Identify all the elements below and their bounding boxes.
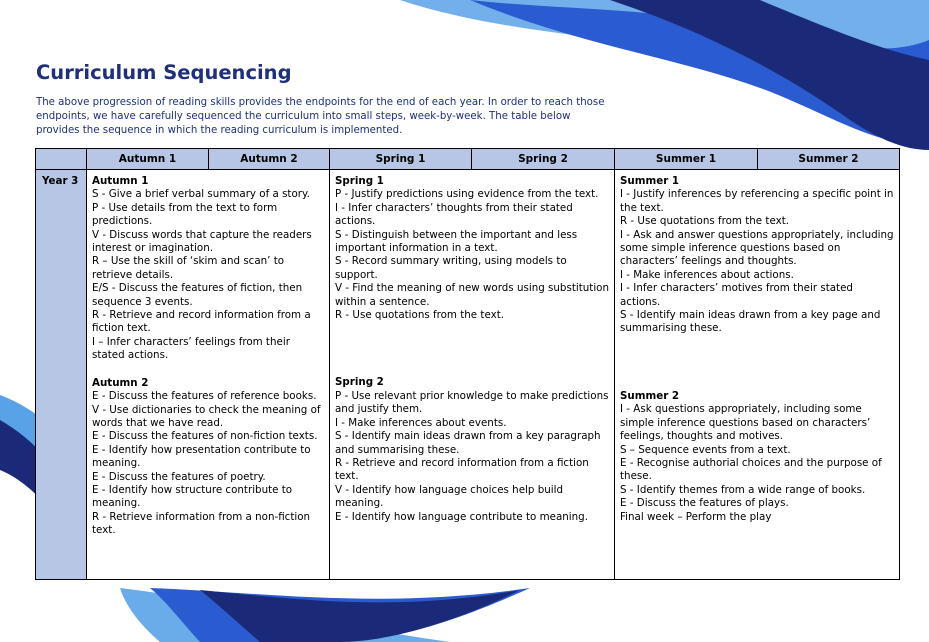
- header-cell-blank: [36, 149, 87, 170]
- objective-line: P - Use relevant prior knowledge to make predictions and justify them.: [335, 389, 609, 416]
- autumn-block-2: [92, 377, 325, 538]
- objective-line: E - Identify how structure contribute to meaning.: [92, 483, 293, 510]
- objective-line: S - Give a brief verbal summary of a story.: [92, 188, 310, 201]
- page-title: Curriculum Sequencing: [36, 61, 292, 84]
- objective-line: S - Identify main ideas drawn from a key paragraph and summarising these.: [335, 430, 601, 456]
- objective-line: E - Discuss the features of poetry.: [92, 470, 266, 483]
- objective-line: I – Infer characters’ feelings from their stated actions.: [92, 335, 290, 362]
- term-title: Summer 2: [620, 389, 680, 402]
- objective-line: V - Discuss words that capture the readers interest or imagination.: [92, 228, 312, 255]
- objective-line: I - Make inferences about actions.: [620, 268, 794, 281]
- objective-line: R - Retrieve and record information from a fiction text.: [92, 309, 311, 335]
- curriculum-table: [35, 148, 900, 580]
- objective-line: E - Discuss the features of reference books.: [92, 390, 317, 403]
- spring-block-1: [335, 175, 610, 322]
- term-title: Autumn 2: [92, 376, 149, 389]
- objective-line: E - Discuss the features of plays.: [620, 497, 789, 510]
- objective-line: V - Identify how language choices help build meaning.: [335, 483, 564, 510]
- header-autumn-1: Autumn 1: [87, 149, 209, 170]
- objective-line: R - Use quotations from the text.: [620, 215, 789, 228]
- spring-block-2: [335, 376, 610, 523]
- summer-cell: [615, 170, 900, 580]
- term-title: Spring 1: [335, 175, 384, 187]
- objective-line: S - Identify themes from a wide range of books.: [620, 483, 866, 496]
- summer-block-2: [620, 390, 895, 524]
- autumn-block-1: [92, 175, 325, 363]
- objective-line: I - Make inferences about events.: [335, 416, 507, 429]
- objective-line: S - Record summary writing, using models to support.: [335, 255, 567, 281]
- intro-paragraph: The above progression of reading skills provides the endpoints for the end of each year. In order to reach those endpoints, we have carefully sequenced the curriculum into small steps, week-by-week. The table below provides the sequence in which the reading curriculum is implemented.: [36, 97, 605, 136]
- term-title: Autumn 1: [92, 175, 149, 187]
- spring-cell: [330, 170, 615, 580]
- objective-line: S - Identify main ideas drawn from a key page and summarising these.: [620, 309, 881, 335]
- objective-line: I - Ask and answer questions appropriately, including some simple inference questions based on characters’ feelings and thoughts.: [620, 228, 894, 268]
- objective-line: E - Discuss the features of non-fiction texts.: [92, 430, 318, 443]
- objective-line: V - Find the meaning of new words using substitution within a sentence.: [335, 282, 610, 308]
- objective-line: P - Justify predictions using evidence from the text.: [335, 188, 599, 201]
- year-label: Year 3: [36, 170, 87, 580]
- header-spring-2: Spring 2: [472, 149, 615, 170]
- term-title: Summer 1: [620, 175, 680, 187]
- table-header-row: [36, 149, 900, 170]
- objective-line: S - Distinguish between the important and less important information in a text.: [335, 228, 578, 255]
- header-summer-1: Summer 1: [615, 149, 758, 170]
- header-spring-1: Spring 1: [330, 149, 472, 170]
- autumn-cell: [87, 170, 330, 580]
- objective-line: I - Infer characters’ motives from their stated actions.: [620, 282, 853, 308]
- header-summer-2: Summer 2: [758, 149, 900, 170]
- objective-line: V - Use dictionaries to check the meaning of words that we have read.: [92, 403, 321, 429]
- objective-line: I - Justify inferences by referencing a specific point in the text.: [620, 188, 894, 214]
- objective-line: I - Ask questions appropriately, including some simple inference questions based on characters’ feelings, thoughts and motives.: [620, 403, 871, 443]
- objective-line: I - Infer characters’ thoughts from their stated actions.: [335, 201, 573, 228]
- objective-line: Final week – Perform the play: [620, 510, 772, 523]
- objective-line: E/S - Discuss the features of fiction, then sequence 3 events.: [92, 282, 303, 308]
- objective-line: R - Retrieve and record information from a fiction text.: [335, 456, 589, 483]
- objective-line: P - Use details from the text to form predictions.: [92, 201, 278, 228]
- objective-line: R – Use the skill of ‘skim and scan’ to retrieve details.: [92, 255, 285, 281]
- summer-block-1: [620, 175, 895, 336]
- objective-line: E - Identify how presentation contribute to meaning.: [92, 443, 311, 470]
- header-autumn-2: Autumn 2: [209, 149, 330, 170]
- term-title: Spring 2: [335, 376, 384, 389]
- objective-line: R - Retrieve information from a non-fiction text.: [92, 510, 311, 537]
- objective-line: E - Identify how language contribute to meaning.: [335, 510, 588, 523]
- objective-line: E - Recognise authorial choices and the purpose of these.: [620, 456, 882, 483]
- objective-line: R - Use quotations from the text.: [335, 309, 504, 322]
- table-row-year-3: [36, 170, 900, 580]
- objective-line: S – Sequence events from a text.: [620, 443, 791, 456]
